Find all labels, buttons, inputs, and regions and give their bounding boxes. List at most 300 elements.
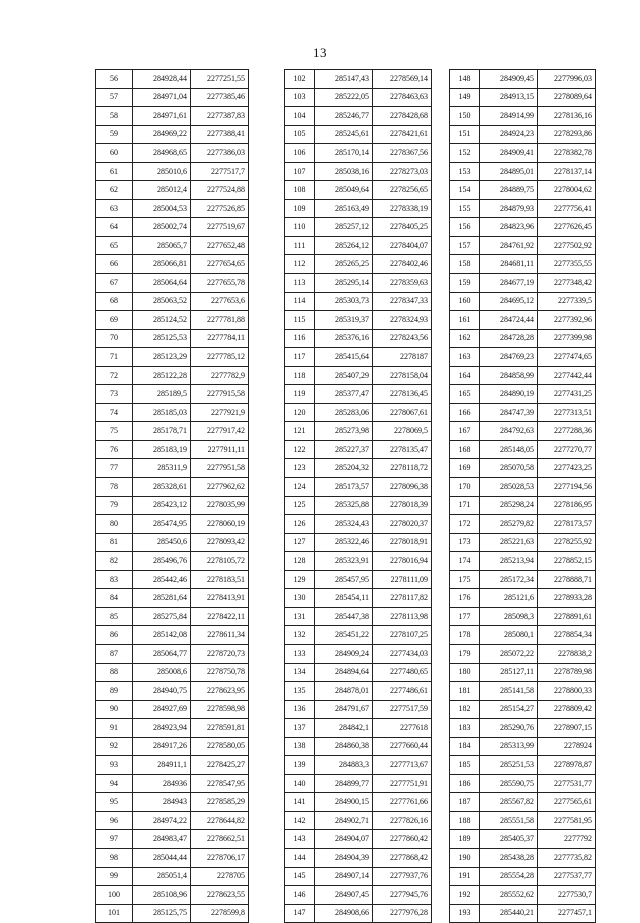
point-number: 134 xyxy=(285,663,315,682)
point-number: 99 xyxy=(96,867,133,886)
y-coordinate: 2278324,93 xyxy=(373,311,432,330)
x-coordinate: 285028,53 xyxy=(480,478,538,497)
x-coordinate: 285098,3 xyxy=(480,607,538,626)
y-coordinate: 2278338,19 xyxy=(373,199,432,218)
table-row xyxy=(450,867,596,886)
table-row xyxy=(450,70,596,89)
point-number: 101 xyxy=(96,904,133,923)
table-row xyxy=(450,830,596,849)
table-row xyxy=(285,236,432,255)
table-row xyxy=(450,570,596,589)
table-row xyxy=(285,311,432,330)
y-coordinate: 2278137,14 xyxy=(538,162,596,181)
x-coordinate: 285324,43 xyxy=(315,515,373,534)
point-number: 179 xyxy=(450,644,480,663)
y-coordinate: 2277653,6 xyxy=(191,292,249,311)
table-row xyxy=(96,756,249,775)
y-coordinate: 2277288,36 xyxy=(538,422,596,441)
x-coordinate: 284904,07 xyxy=(315,830,373,849)
point-number: 82 xyxy=(96,552,133,571)
y-coordinate: 2278255,92 xyxy=(538,533,596,552)
table-row xyxy=(96,255,249,274)
y-coordinate: 2277517,7 xyxy=(191,162,249,181)
table-row xyxy=(285,626,432,645)
y-coordinate: 2277480,65 xyxy=(373,663,432,682)
table-row xyxy=(96,218,249,237)
point-number: 141 xyxy=(285,793,315,812)
x-coordinate: 285451,22 xyxy=(315,626,373,645)
x-coordinate: 285125,53 xyxy=(133,329,191,348)
y-coordinate: 2278093,42 xyxy=(191,533,249,552)
y-coordinate: 2277654,65 xyxy=(191,255,249,274)
table-row xyxy=(285,218,432,237)
y-coordinate: 2278273,03 xyxy=(373,162,432,181)
point-number: 69 xyxy=(96,311,133,330)
table-row xyxy=(285,478,432,497)
table-row xyxy=(96,830,249,849)
y-coordinate: 2278852,15 xyxy=(538,552,596,571)
point-number: 127 xyxy=(285,533,315,552)
x-coordinate: 285245,61 xyxy=(315,125,373,144)
y-coordinate: 2278113,98 xyxy=(373,607,432,626)
point-number: 76 xyxy=(96,440,133,459)
table-row xyxy=(450,719,596,738)
y-coordinate: 2278623,55 xyxy=(191,886,249,905)
x-coordinate: 285066,81 xyxy=(133,255,191,274)
point-number: 143 xyxy=(285,830,315,849)
table-row xyxy=(96,663,249,682)
point-number: 60 xyxy=(96,144,133,163)
x-coordinate: 284909,41 xyxy=(480,144,538,163)
table-row xyxy=(96,274,249,293)
table-row xyxy=(96,552,249,571)
y-coordinate: 2277526,85 xyxy=(191,199,249,218)
point-number: 62 xyxy=(96,181,133,200)
x-coordinate: 284899,77 xyxy=(315,774,373,793)
table-row xyxy=(96,886,249,905)
point-number: 117 xyxy=(285,348,315,367)
x-coordinate: 285172,34 xyxy=(480,570,538,589)
x-coordinate: 285275,84 xyxy=(133,607,191,626)
table-row xyxy=(285,274,432,293)
table-row xyxy=(96,88,249,107)
y-coordinate: 2277355,55 xyxy=(538,255,596,274)
y-coordinate: 2277652,48 xyxy=(191,236,249,255)
table-row xyxy=(96,644,249,663)
point-number: 145 xyxy=(285,867,315,886)
table-row xyxy=(285,848,432,867)
x-coordinate: 285442,46 xyxy=(133,570,191,589)
table-row xyxy=(450,107,596,126)
y-coordinate: 2277945,76 xyxy=(373,886,432,905)
x-coordinate: 285154,27 xyxy=(480,700,538,719)
table-row xyxy=(285,329,432,348)
y-coordinate: 2277782,9 xyxy=(191,366,249,385)
y-coordinate: 2278585,29 xyxy=(191,793,249,812)
table-row xyxy=(96,70,249,89)
x-coordinate: 284968,65 xyxy=(133,144,191,163)
point-number: 125 xyxy=(285,496,315,515)
y-coordinate: 2277457,1 xyxy=(538,904,596,923)
y-coordinate: 2278118,72 xyxy=(373,459,432,478)
x-coordinate: 285251,53 xyxy=(480,756,538,775)
table-row xyxy=(285,348,432,367)
point-number: 106 xyxy=(285,144,315,163)
table-row xyxy=(285,570,432,589)
point-number: 71 xyxy=(96,348,133,367)
table-row xyxy=(285,756,432,775)
x-coordinate: 285124,52 xyxy=(133,311,191,330)
point-number: 175 xyxy=(450,570,480,589)
y-coordinate: 2278611,34 xyxy=(191,626,249,645)
point-number: 159 xyxy=(450,274,480,293)
table-row xyxy=(96,904,249,923)
y-coordinate: 2277756,41 xyxy=(538,199,596,218)
y-coordinate: 2278293,86 xyxy=(538,125,596,144)
point-number: 168 xyxy=(450,440,480,459)
point-number: 81 xyxy=(96,533,133,552)
point-number: 84 xyxy=(96,589,133,608)
table-row xyxy=(450,88,596,107)
point-number: 90 xyxy=(96,700,133,719)
x-coordinate: 284747,39 xyxy=(480,403,538,422)
point-number: 75 xyxy=(96,422,133,441)
point-number: 61 xyxy=(96,162,133,181)
point-number: 174 xyxy=(450,552,480,571)
x-coordinate: 285147,43 xyxy=(315,70,373,89)
x-coordinate: 285323,91 xyxy=(315,552,373,571)
point-number: 136 xyxy=(285,700,315,719)
point-number: 88 xyxy=(96,663,133,682)
y-coordinate: 2278089,64 xyxy=(538,88,596,107)
x-coordinate: 285065,7 xyxy=(133,236,191,255)
point-number: 150 xyxy=(450,107,480,126)
y-coordinate: 2278186,95 xyxy=(538,496,596,515)
x-coordinate: 285415,64 xyxy=(315,348,373,367)
y-coordinate: 2277313,51 xyxy=(538,403,596,422)
table-row xyxy=(96,125,249,144)
point-number: 110 xyxy=(285,218,315,237)
y-coordinate: 2278591,81 xyxy=(191,719,249,738)
table-row xyxy=(96,682,249,701)
y-coordinate: 2277785,12 xyxy=(191,348,249,367)
y-coordinate: 2278569,14 xyxy=(373,70,432,89)
y-coordinate: 2277868,42 xyxy=(373,848,432,867)
table-row xyxy=(96,589,249,608)
x-coordinate: 285008,6 xyxy=(133,663,191,682)
y-coordinate: 2277660,44 xyxy=(373,737,432,756)
y-coordinate: 2278933,28 xyxy=(538,589,596,608)
x-coordinate: 285265,25 xyxy=(315,255,373,274)
x-coordinate: 285273,98 xyxy=(315,422,373,441)
y-coordinate: 2278256,65 xyxy=(373,181,432,200)
y-coordinate: 2278359,63 xyxy=(373,274,432,293)
y-coordinate: 2278891,61 xyxy=(538,607,596,626)
y-coordinate: 2277784,11 xyxy=(191,329,249,348)
y-coordinate: 2278662,51 xyxy=(191,830,249,849)
point-number: 161 xyxy=(450,311,480,330)
point-number: 180 xyxy=(450,663,480,682)
table-row xyxy=(285,144,432,163)
point-number: 147 xyxy=(285,904,315,923)
x-coordinate: 284924,23 xyxy=(480,125,538,144)
x-coordinate: 285070,58 xyxy=(480,459,538,478)
x-coordinate: 285178,71 xyxy=(133,422,191,441)
table-row xyxy=(450,793,596,812)
point-number: 93 xyxy=(96,756,133,775)
point-number: 119 xyxy=(285,385,315,404)
y-coordinate: 2277826,16 xyxy=(373,811,432,830)
y-coordinate: 2278580,05 xyxy=(191,737,249,756)
point-number: 163 xyxy=(450,348,480,367)
table-row xyxy=(96,107,249,126)
x-coordinate: 285012,4 xyxy=(133,181,191,200)
y-coordinate: 2277392,96 xyxy=(538,311,596,330)
y-coordinate: 2278069,5 xyxy=(373,422,432,441)
x-coordinate: 284860,38 xyxy=(315,737,373,756)
table-row xyxy=(96,440,249,459)
table-row xyxy=(450,199,596,218)
y-coordinate: 2277962,62 xyxy=(191,478,249,497)
x-coordinate: 284940,75 xyxy=(133,682,191,701)
x-coordinate: 285185,03 xyxy=(133,403,191,422)
point-number: 80 xyxy=(96,515,133,534)
point-number: 187 xyxy=(450,793,480,812)
x-coordinate: 284769,23 xyxy=(480,348,538,367)
y-coordinate: 2278173,57 xyxy=(538,515,596,534)
point-number: 78 xyxy=(96,478,133,497)
x-coordinate: 284883,3 xyxy=(315,756,373,775)
y-coordinate: 2278105,72 xyxy=(191,552,249,571)
table-row xyxy=(450,162,596,181)
point-number: 112 xyxy=(285,255,315,274)
table-row xyxy=(96,737,249,756)
x-coordinate: 285108,96 xyxy=(133,886,191,905)
x-coordinate: 285454,11 xyxy=(315,589,373,608)
x-coordinate: 285257,12 xyxy=(315,218,373,237)
x-coordinate: 285552,62 xyxy=(480,886,538,905)
y-coordinate: 2277618 xyxy=(373,719,432,738)
point-number: 157 xyxy=(450,236,480,255)
table-row xyxy=(285,737,432,756)
point-number: 124 xyxy=(285,478,315,497)
y-coordinate: 2278750,78 xyxy=(191,663,249,682)
point-number: 131 xyxy=(285,607,315,626)
point-number: 173 xyxy=(450,533,480,552)
point-number: 149 xyxy=(450,88,480,107)
y-coordinate: 2277792 xyxy=(538,830,596,849)
x-coordinate: 285080,1 xyxy=(480,626,538,645)
table-row xyxy=(285,867,432,886)
x-coordinate: 285063,52 xyxy=(133,292,191,311)
point-number: 133 xyxy=(285,644,315,663)
table-row xyxy=(450,886,596,905)
table-row xyxy=(285,700,432,719)
x-coordinate: 285183,19 xyxy=(133,440,191,459)
x-coordinate: 284724,44 xyxy=(480,311,538,330)
y-coordinate: 2277655,78 xyxy=(191,274,249,293)
x-coordinate: 284969,22 xyxy=(133,125,191,144)
point-number: 191 xyxy=(450,867,480,886)
y-coordinate: 2277996,03 xyxy=(538,70,596,89)
table-row xyxy=(450,515,596,534)
y-coordinate: 2278547,95 xyxy=(191,774,249,793)
y-coordinate: 2277348,42 xyxy=(538,274,596,293)
y-coordinate: 2278599,8 xyxy=(191,904,249,923)
table-row xyxy=(96,533,249,552)
x-coordinate: 285377,47 xyxy=(315,385,373,404)
table-row xyxy=(450,552,596,571)
table-row xyxy=(96,366,249,385)
point-number: 172 xyxy=(450,515,480,534)
point-number: 104 xyxy=(285,107,315,126)
y-coordinate: 2278425,27 xyxy=(191,756,249,775)
x-coordinate: 284917,26 xyxy=(133,737,191,756)
table-row xyxy=(96,236,249,255)
point-number: 63 xyxy=(96,199,133,218)
table-row xyxy=(285,607,432,626)
x-coordinate: 284923,94 xyxy=(133,719,191,738)
point-number: 92 xyxy=(96,737,133,756)
y-coordinate: 2277388,41 xyxy=(191,125,249,144)
x-coordinate: 285290,76 xyxy=(480,719,538,738)
y-coordinate: 2277531,77 xyxy=(538,774,596,793)
table-row xyxy=(450,811,596,830)
x-coordinate: 285295,14 xyxy=(315,274,373,293)
point-number: 176 xyxy=(450,589,480,608)
table-row xyxy=(450,663,596,682)
point-number: 102 xyxy=(285,70,315,89)
table-row xyxy=(450,236,596,255)
y-coordinate: 2278183,51 xyxy=(191,570,249,589)
x-coordinate: 285496,76 xyxy=(133,552,191,571)
x-coordinate: 285405,37 xyxy=(480,830,538,849)
point-number: 114 xyxy=(285,292,315,311)
y-coordinate: 2277387,83 xyxy=(191,107,249,126)
table-row xyxy=(450,385,596,404)
y-coordinate: 2277194,56 xyxy=(538,478,596,497)
table-row xyxy=(285,199,432,218)
table-row xyxy=(285,107,432,126)
point-number: 165 xyxy=(450,385,480,404)
x-coordinate: 285590,75 xyxy=(480,774,538,793)
y-coordinate: 2277270,77 xyxy=(538,440,596,459)
table-row xyxy=(96,311,249,330)
x-coordinate: 285322,46 xyxy=(315,533,373,552)
point-number: 164 xyxy=(450,366,480,385)
table-row xyxy=(285,162,432,181)
point-number: 67 xyxy=(96,274,133,293)
table-row xyxy=(285,811,432,830)
x-coordinate: 284904,39 xyxy=(315,848,373,867)
x-coordinate: 285311,9 xyxy=(133,459,191,478)
y-coordinate: 2278623,95 xyxy=(191,682,249,701)
y-coordinate: 2278060,19 xyxy=(191,515,249,534)
table-row xyxy=(285,403,432,422)
point-number: 135 xyxy=(285,682,315,701)
table-row xyxy=(96,793,249,812)
point-number: 65 xyxy=(96,236,133,255)
table-row xyxy=(450,682,596,701)
y-coordinate: 2277524,88 xyxy=(191,181,249,200)
x-coordinate: 285038,16 xyxy=(315,162,373,181)
table-row xyxy=(285,70,432,89)
x-coordinate: 284890,19 xyxy=(480,385,538,404)
x-coordinate: 285328,61 xyxy=(133,478,191,497)
point-number: 186 xyxy=(450,774,480,793)
x-coordinate: 285122,28 xyxy=(133,366,191,385)
table-row xyxy=(96,478,249,497)
x-coordinate: 285121,6 xyxy=(480,589,538,608)
point-number: 74 xyxy=(96,403,133,422)
table-row xyxy=(96,329,249,348)
y-coordinate: 2277565,61 xyxy=(538,793,596,812)
table-row xyxy=(450,904,596,923)
point-number: 126 xyxy=(285,515,315,534)
x-coordinate: 285551,58 xyxy=(480,811,538,830)
x-coordinate: 284907,45 xyxy=(315,886,373,905)
point-number: 123 xyxy=(285,459,315,478)
y-coordinate: 2277519,67 xyxy=(191,218,249,237)
x-coordinate: 284974,22 xyxy=(133,811,191,830)
y-coordinate: 2277581,95 xyxy=(538,811,596,830)
y-coordinate: 2278978,87 xyxy=(538,756,596,775)
table-row xyxy=(96,459,249,478)
table-row xyxy=(450,292,596,311)
x-coordinate: 285440,21 xyxy=(480,904,538,923)
x-coordinate: 284927,69 xyxy=(133,700,191,719)
x-coordinate: 284902,71 xyxy=(315,811,373,830)
point-number: 139 xyxy=(285,756,315,775)
point-number: 184 xyxy=(450,737,480,756)
y-coordinate: 2278706,17 xyxy=(191,848,249,867)
coordinates-table-left xyxy=(95,69,249,923)
x-coordinate: 284858,99 xyxy=(480,366,538,385)
y-coordinate: 2277937,76 xyxy=(373,867,432,886)
x-coordinate: 285376,16 xyxy=(315,329,373,348)
point-number: 129 xyxy=(285,570,315,589)
x-coordinate: 285141,58 xyxy=(480,682,538,701)
table-row xyxy=(450,403,596,422)
table-row xyxy=(285,181,432,200)
point-number: 153 xyxy=(450,162,480,181)
x-coordinate: 285148,05 xyxy=(480,440,538,459)
y-coordinate: 2277713,67 xyxy=(373,756,432,775)
y-coordinate: 2277761,66 xyxy=(373,793,432,812)
point-number: 140 xyxy=(285,774,315,793)
x-coordinate: 284911,1 xyxy=(133,756,191,775)
point-number: 166 xyxy=(450,403,480,422)
x-coordinate: 285142,08 xyxy=(133,626,191,645)
x-coordinate: 285064,77 xyxy=(133,644,191,663)
point-number: 120 xyxy=(285,403,315,422)
x-coordinate: 285002,74 xyxy=(133,218,191,237)
x-coordinate: 284895,01 xyxy=(480,162,538,181)
x-coordinate: 284792,63 xyxy=(480,422,538,441)
x-coordinate: 284913,15 xyxy=(480,88,538,107)
table-row xyxy=(96,811,249,830)
y-coordinate: 2277385,46 xyxy=(191,88,249,107)
table-row xyxy=(96,515,249,534)
x-coordinate: 284878,01 xyxy=(315,682,373,701)
x-coordinate: 285279,82 xyxy=(480,515,538,534)
y-coordinate: 2278020,37 xyxy=(373,515,432,534)
point-number: 59 xyxy=(96,125,133,144)
y-coordinate: 2278158,04 xyxy=(373,366,432,385)
point-number: 86 xyxy=(96,626,133,645)
y-coordinate: 2278422,11 xyxy=(191,607,249,626)
x-coordinate: 285227,37 xyxy=(315,440,373,459)
